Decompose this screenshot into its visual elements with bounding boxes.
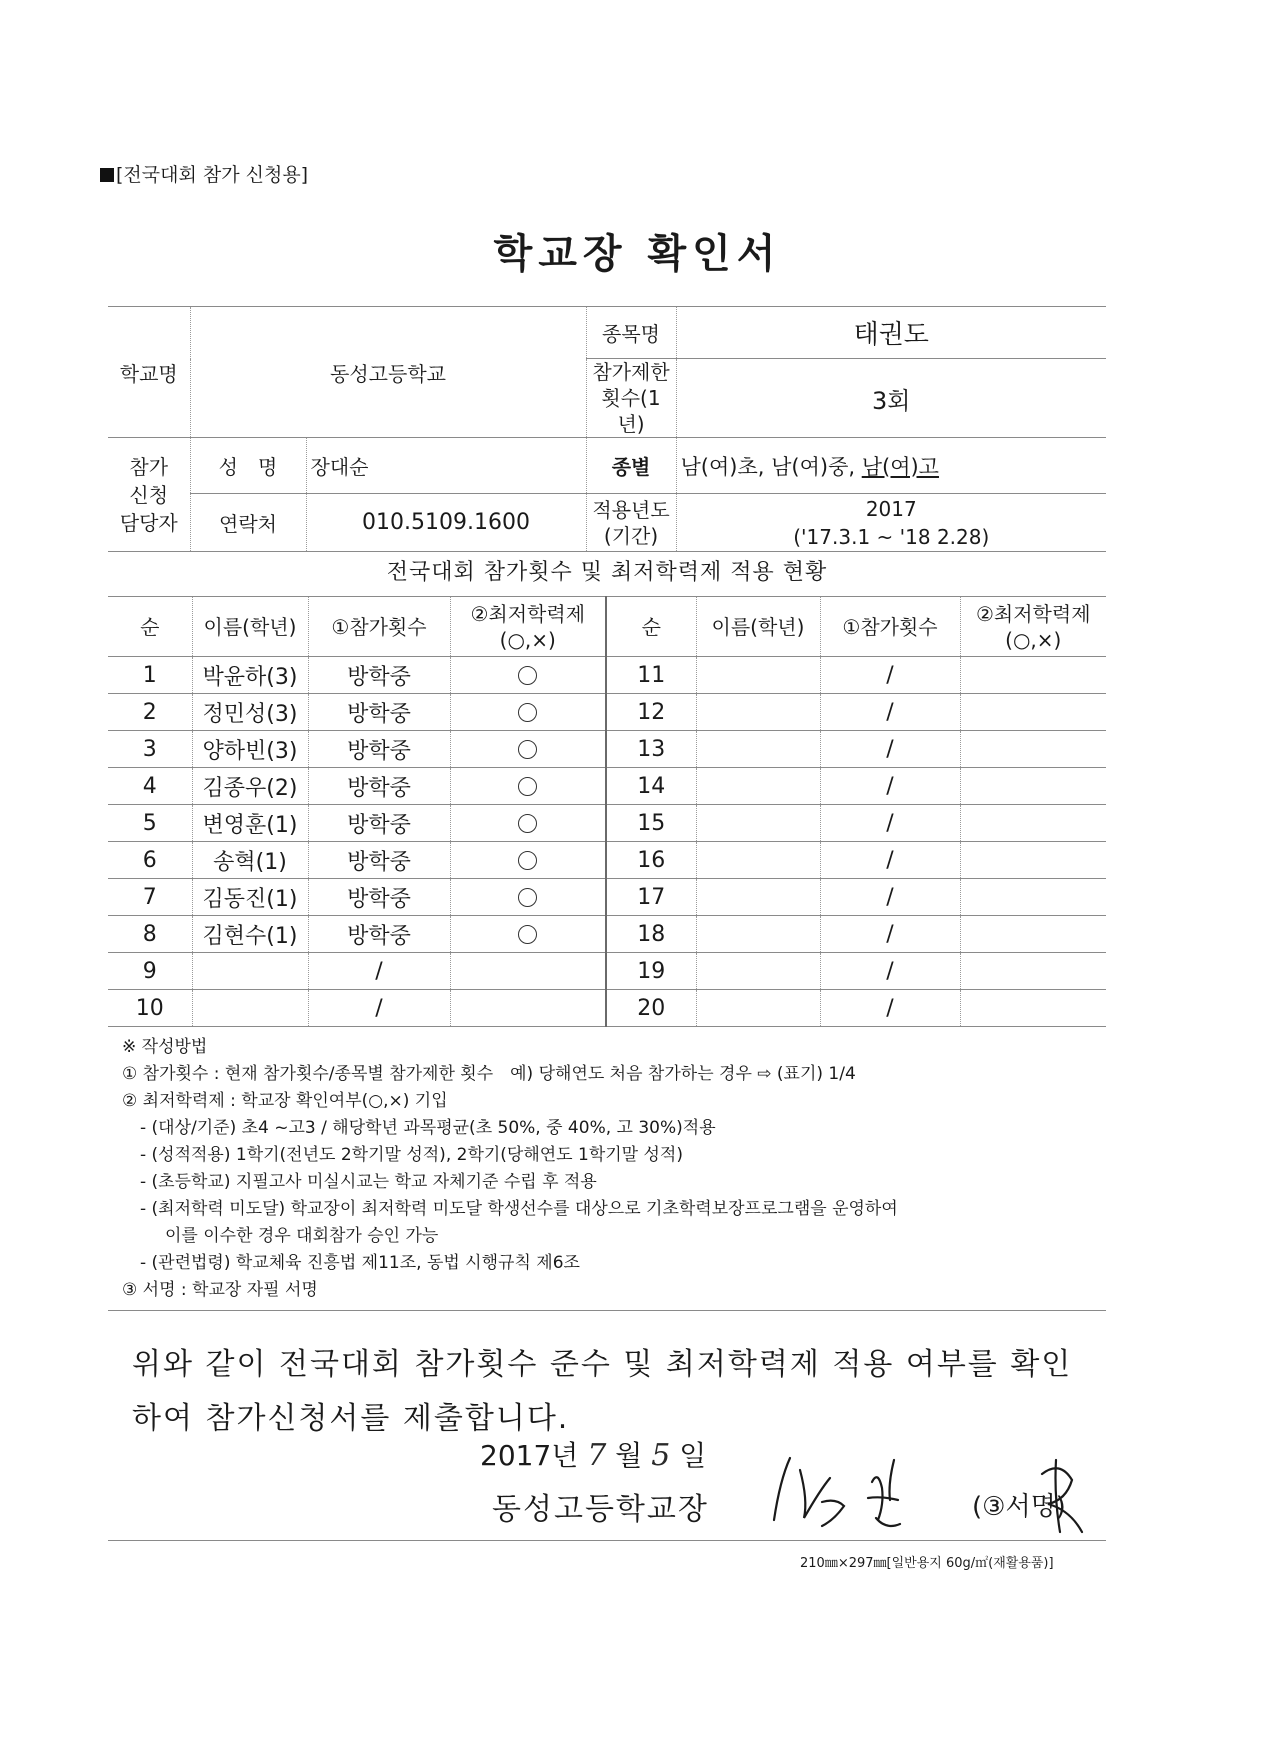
min-academic-label: ②최저학력제 — [470, 601, 586, 626]
instructions-heading: ※ 작성방법 — [122, 1037, 208, 1057]
row-number: 10 — [108, 990, 192, 1027]
instruction-line: ① 참가횟수 : 현재 참가횟수/종목별 참가제한 횟수 예) 당해연도 처음 참가하는 경우 ⇨ (표기) 1/4 — [122, 1064, 856, 1084]
participation-count: / — [308, 990, 450, 1027]
school-name: 동성고등학교 — [190, 307, 586, 438]
phone-value: 010.5109.1600 — [306, 494, 586, 552]
manager-name-value: 장대순 — [306, 438, 586, 494]
col-header-no: 순 — [108, 597, 192, 657]
row-number: 15 — [606, 805, 696, 842]
circle-mark-icon — [518, 703, 537, 722]
row-number: 4 — [108, 768, 192, 805]
table-row — [108, 953, 1106, 990]
participation-limit-value: 3회 — [676, 359, 1106, 438]
participation-count: 방학중 — [308, 694, 450, 731]
min-academic-cell — [960, 694, 1106, 731]
row-number: 14 — [606, 768, 696, 805]
apply-period: ('17.3.1 ~ '18 2.28) — [793, 524, 990, 549]
participation-count: / — [308, 953, 450, 990]
section-title: 전국대회 참가횟수 및 최저학력제 적용 현황 — [386, 560, 828, 585]
min-academic-cell — [450, 805, 606, 842]
min-academic-cell — [450, 768, 606, 805]
form-type-tag — [100, 160, 308, 187]
circle-mark-icon — [518, 814, 537, 833]
min-academic-cell — [960, 953, 1106, 990]
student-name: 정민성(3) — [192, 694, 308, 731]
participation-count: / — [820, 768, 960, 805]
participation-count: 방학중 — [308, 916, 450, 953]
min-academic-cell — [960, 657, 1106, 694]
min-academic-cell — [960, 805, 1106, 842]
student-name: 김종우(2) — [192, 768, 308, 805]
manager-name-label: 성 명 — [190, 438, 306, 494]
student-name: 김현수(1) — [192, 916, 308, 953]
participation-count: / — [820, 879, 960, 916]
date-month: 7 — [587, 1438, 607, 1473]
limit-label-line2: 횟수(1년) — [601, 386, 661, 436]
row-number: 7 — [108, 879, 192, 916]
apply-year-label — [586, 494, 676, 552]
participation-count: 방학중 — [308, 842, 450, 879]
year-label-line2: (기간) — [603, 523, 659, 548]
date-year: 2017년 — [480, 1439, 579, 1472]
participation-table — [108, 596, 1106, 1027]
col-header-name: 이름(학년) — [192, 597, 308, 657]
min-academic-cell — [960, 842, 1106, 879]
student-name — [696, 731, 820, 768]
divider — [108, 1310, 1106, 1311]
col-header-name: 이름(학년) — [696, 597, 820, 657]
table-row — [108, 805, 1106, 842]
student-name: 송혁(1) — [192, 842, 308, 879]
student-name — [696, 657, 820, 694]
min-academic-cell — [960, 990, 1106, 1027]
year-label-line1: 적용년도 — [592, 497, 670, 522]
student-name: 김동진(1) — [192, 879, 308, 916]
participation-count: 방학중 — [308, 879, 450, 916]
min-academic-cell — [450, 990, 606, 1027]
student-name — [696, 916, 820, 953]
school-label: 학교명 — [108, 307, 190, 438]
student-name — [696, 842, 820, 879]
principal-title: 동성고등학교장 — [492, 1492, 709, 1527]
min-academic-cell — [960, 916, 1106, 953]
participation-count: / — [820, 694, 960, 731]
square-bullet-icon — [100, 168, 114, 182]
col-header-no: 순 — [606, 597, 696, 657]
category-value — [676, 438, 1106, 494]
min-academic-cell — [450, 694, 606, 731]
row-number: 20 — [606, 990, 696, 1027]
min-academic-cell — [960, 768, 1106, 805]
participation-count: / — [820, 842, 960, 879]
apply-year: 2017 — [865, 496, 917, 521]
participation-count: / — [820, 916, 960, 953]
submission-date — [480, 1434, 706, 1474]
contact-group-line3: 담당자 — [119, 510, 178, 535]
instruction-line: - (대상/기준) 초4 ~고3 / 해당학년 과목평균(초 50%, 중 40%, 고 30%)적용 — [140, 1118, 716, 1138]
row-number: 11 — [606, 657, 696, 694]
participation-count: / — [820, 953, 960, 990]
applicant-info-table — [108, 306, 1106, 552]
paper-spec-footer: 210㎜×297㎜[일반용지 60g/㎡(재활용품)] — [800, 1556, 1054, 1571]
student-name: 양하빈(3) — [192, 731, 308, 768]
handwritten-signature — [760, 1440, 1140, 1550]
participation-count: / — [820, 657, 960, 694]
min-academic-cell — [450, 953, 606, 990]
category-selected: 남(여)고 — [861, 454, 939, 479]
table-row — [108, 842, 1106, 879]
row-number: 18 — [606, 916, 696, 953]
participation-count: 방학중 — [308, 657, 450, 694]
student-name — [192, 990, 308, 1027]
divider — [108, 1540, 1106, 1541]
row-number: 8 — [108, 916, 192, 953]
col-header-count: ①참가횟수 — [308, 597, 450, 657]
min-academic-cell — [450, 916, 606, 953]
circle-mark-icon — [518, 888, 537, 907]
min-academic-cell — [960, 731, 1106, 768]
sport-value: 태권도 — [676, 307, 1106, 359]
row-number: 2 — [108, 694, 192, 731]
table-row — [108, 657, 1106, 694]
participation-count: / — [820, 805, 960, 842]
table-row — [108, 879, 1106, 916]
table-row — [108, 731, 1106, 768]
date-month-label: 월 — [615, 1439, 643, 1472]
student-name — [696, 805, 820, 842]
instructions — [122, 1034, 1112, 1304]
student-name — [696, 768, 820, 805]
apply-year-value — [676, 494, 1106, 552]
student-name: 박윤하(3) — [192, 657, 308, 694]
min-academic-cell — [450, 731, 606, 768]
row-number: 12 — [606, 694, 696, 731]
instruction-line: - (성적적용) 1학기(전년도 2학기말 성적), 2학기(당해연도 1학기말 성적) — [140, 1145, 683, 1165]
limit-label-line1: 참가제한 — [592, 360, 670, 384]
circle-mark-icon — [518, 666, 537, 685]
student-name — [696, 879, 820, 916]
row-number: 16 — [606, 842, 696, 879]
row-number: 17 — [606, 879, 696, 916]
contact-group-line2: 신청 — [129, 482, 169, 507]
sport-label: 종목명 — [586, 307, 676, 359]
student-name — [192, 953, 308, 990]
table-row — [108, 990, 1106, 1027]
circle-mark-icon — [518, 740, 537, 759]
student-name — [696, 953, 820, 990]
col-header-min-academic — [960, 597, 1106, 657]
min-academic-cell — [450, 657, 606, 694]
student-name: 변영훈(1) — [192, 805, 308, 842]
participation-count: 방학중 — [308, 731, 450, 768]
row-number: 13 — [606, 731, 696, 768]
min-academic-cell — [450, 879, 606, 916]
circle-mark-icon — [518, 851, 537, 870]
signature-label: (③서명) — [972, 1492, 1066, 1522]
instruction-line: ② 최저학력제 : 학교장 확인여부(○,×) 기입 — [122, 1091, 448, 1111]
phone-label: 연락처 — [190, 494, 306, 552]
min-academic-cell — [960, 879, 1106, 916]
min-academic-label: ②최저학력제 — [975, 601, 1091, 626]
row-number: 5 — [108, 805, 192, 842]
declaration-line: 하여 참가신청서를 제출합니다. — [132, 1401, 570, 1436]
date-day: 5 — [651, 1438, 671, 1473]
declaration-line: 위와 같이 전국대회 참가횟수 준수 및 최저학력제 적용 여부를 확인 — [132, 1347, 1073, 1382]
form-type-text: [전국대회 참가 신청용] — [116, 164, 309, 186]
category-label: 종별 — [586, 438, 676, 494]
row-number: 3 — [108, 731, 192, 768]
row-number: 9 — [108, 953, 192, 990]
table-row — [108, 768, 1106, 805]
circle-mark-icon — [518, 925, 537, 944]
table-header-row — [108, 597, 1106, 657]
row-number: 1 — [108, 657, 192, 694]
participation-count: / — [820, 731, 960, 768]
table-row — [108, 694, 1106, 731]
student-name — [696, 990, 820, 1027]
date-day-label: 일 — [679, 1439, 707, 1472]
instruction-line: - (초등학교) 지필고사 미실시교는 학교 자체기준 수립 후 적용 — [140, 1172, 597, 1192]
circle-mark-icon — [518, 777, 537, 796]
instruction-line: 이를 이수한 경우 대회참가 승인 가능 — [165, 1226, 439, 1246]
declaration — [132, 1338, 1092, 1446]
min-academic-cell — [450, 842, 606, 879]
row-number: 19 — [606, 953, 696, 990]
instruction-line: ③ 서명 : 학교장 자필 서명 — [122, 1280, 318, 1300]
participation-count: 방학중 — [308, 805, 450, 842]
participation-limit-label — [586, 359, 676, 438]
row-number: 6 — [108, 842, 192, 879]
student-name — [696, 694, 820, 731]
participation-count: / — [820, 990, 960, 1027]
col-header-min-academic — [450, 597, 606, 657]
participation-count: 방학중 — [308, 768, 450, 805]
contact-group-label — [108, 438, 190, 552]
table-row — [108, 916, 1106, 953]
document-title: 학교장 확인서 — [493, 231, 782, 277]
min-academic-options: (○,×) — [499, 627, 556, 652]
instruction-line: - (최저학력 미도달) 학교장이 최저학력 미도달 학생선수를 대상으로 기초학력보장프로그램을 운영하여 — [140, 1199, 898, 1219]
category-options: 남(여)초, 남(여)중, — [680, 454, 862, 479]
contact-group-line1: 참가 — [129, 454, 169, 479]
instruction-line: - (관련법령) 학교체육 진흥법 제11조, 동법 시행규칙 제6조 — [140, 1253, 580, 1273]
min-academic-options: (○,×) — [1005, 627, 1062, 652]
col-header-count: ①참가횟수 — [820, 597, 960, 657]
